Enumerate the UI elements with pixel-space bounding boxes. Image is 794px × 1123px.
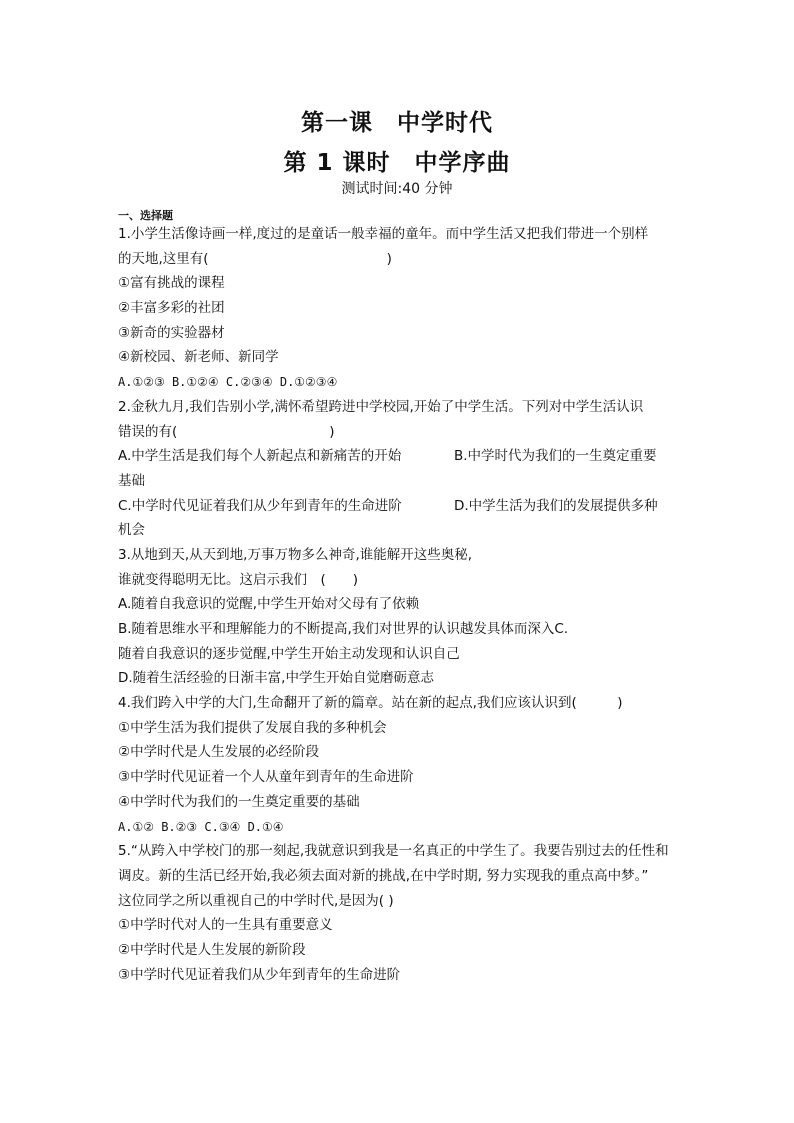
q1-item: ③新奇的实验器材: [118, 324, 225, 341]
q2-option-b: B.中学时代为我们的一生奠定重要: [454, 448, 657, 465]
q2-option-b-cont: 基础: [118, 472, 145, 489]
q1-stem-text: 的天地,这里有(: [118, 250, 209, 267]
q5-item: ①中学时代对人的一生具有重要意义: [118, 917, 333, 934]
q2-stem-line-1: 2.金秋九月,我们告别小学,满怀希望跨进中学校园,开始了中学生活。下列对中学生活认识: [118, 398, 644, 415]
q3-option-c-cont: 随着自我意识的逐步觉醒,中学生开始主动发现和认识自己: [118, 645, 460, 662]
q1-item: ④新校园、新老师、新同学: [118, 349, 279, 366]
q5-stem-line-3: 这位同学之所以重视自己的中学时代,是因为( ): [118, 892, 394, 909]
q2-option-a: A.中学生活是我们每个人新起点和新痛苦的开始: [118, 448, 402, 465]
test-time: 测试时间:40 分钟: [341, 181, 453, 197]
q2-option-c: C.中学时代见证着我们从少年到青年的生命进阶: [118, 497, 402, 514]
q2-option-d: D.中学生活为我们的发展提供多种: [454, 497, 658, 514]
section-title: 一、选择题: [118, 209, 173, 222]
q1-stem-close: ): [386, 250, 392, 267]
q4-item: ①中学生活为我们提供了发展自我的多种机会: [118, 719, 387, 736]
q4-item: ④中学时代为我们的一生奠定重要的基础: [118, 793, 360, 810]
q4-item: ③中学时代见证着一个人从童年到青年的生命进阶: [118, 769, 414, 786]
lesson-title: 第一课 中学时代: [301, 110, 493, 136]
q3-stem-line-1: 3.从地到天,从天到地,万事万物多么神奇,谁能解开这些奥秘,: [118, 546, 473, 563]
q4-options: A.①② B.②③ C.③④ D.①④: [118, 819, 284, 834]
q2-stem-text: 错误的有(: [118, 423, 178, 440]
q2-stem-line-2: [118, 420, 688, 445]
q1-item: ①富有挑战的课程: [118, 275, 225, 292]
q3-option-b: B.随着思维水平和理解能力的不断提高,我们对世界的认识越发具体而深入C.: [118, 621, 569, 637]
q2-stem-close: ): [329, 423, 335, 440]
q1-stem-line-1: 1.小学生活像诗画一样,度过的是童话一般幸福的童年。而中学生活又把我们带进一个别样: [118, 226, 649, 242]
q2-option-d-cont: 机会: [118, 522, 145, 539]
q3-stem-line-2: 谁就变得聪明无比。这启示我们 ( ): [118, 571, 359, 588]
q2-options-row-2: [118, 494, 688, 519]
q1-item: ②丰富多彩的社团: [118, 300, 225, 317]
q4-item: ②中学时代是人生发展的必经阶段: [118, 744, 320, 761]
q1-stem-line-2: [118, 247, 688, 272]
q3-option-a: A.随着自我意识的觉醒,中学生开始对父母有了依赖: [118, 596, 420, 613]
q5-item: ③中学时代见证着我们从少年到青年的生命进阶: [118, 966, 401, 983]
q1-options: A.①②③ B.①②④ C.②③④ D.①②③④: [118, 375, 338, 390]
period-title: 第 1 课时 中学序曲: [283, 150, 511, 176]
q3-option-d: D.随着生活经验的日渐丰富,中学生开始自觉磨砺意志: [118, 670, 434, 687]
q4-stem: 4.我们跨入中学的大门,生命翻开了新的篇章。站在新的起点,我们应该认识到( ): [118, 695, 623, 712]
q5-stem-line-2: 调皮。新的生活已经开始,我必须去面对新的挑战,在中学时期, 努力实现我的重点高中梦。”: [118, 867, 649, 884]
questions: [118, 222, 688, 987]
q5-item: ②中学时代是人生发展的新阶段: [118, 941, 306, 958]
q2-options-row-1: [118, 444, 688, 469]
q5-stem-line-1: 5.“从跨入中学校门的那一刻起,我就意识到我是一名真正的中学生了。我要告别过去的任性和: [118, 843, 669, 860]
